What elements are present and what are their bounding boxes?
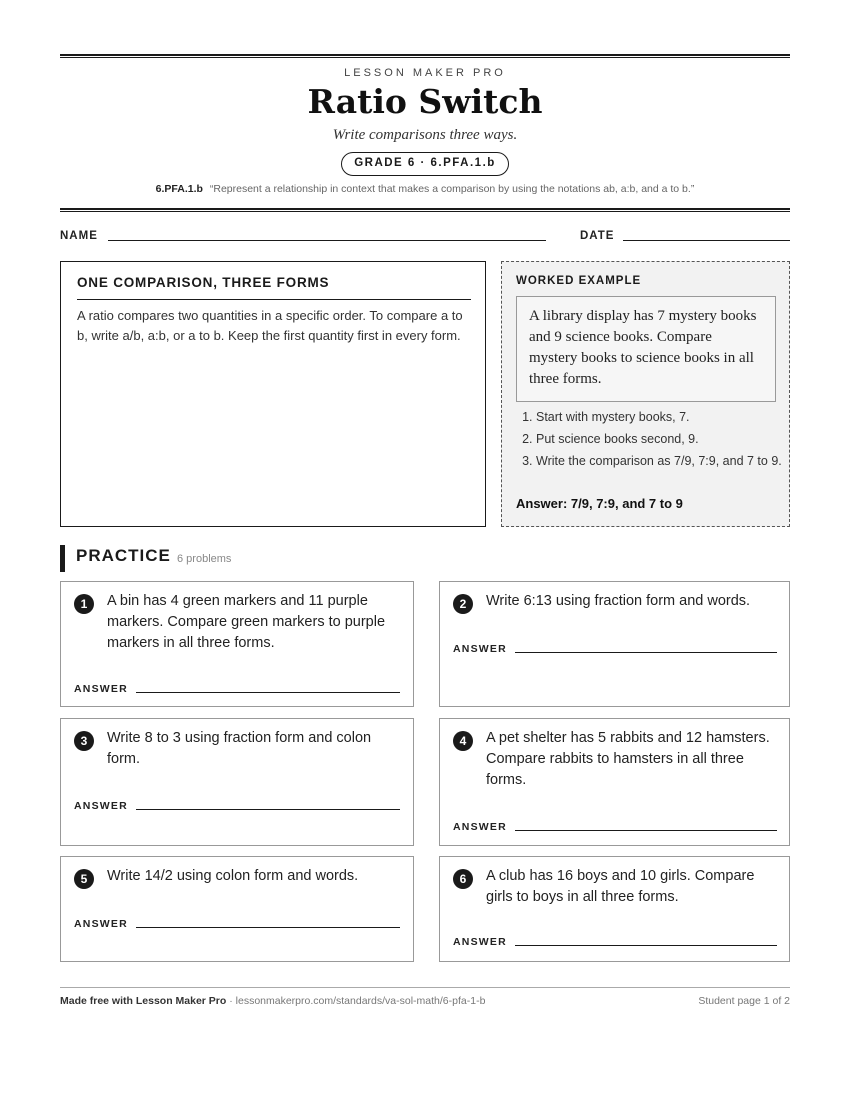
practice-problem-card bbox=[439, 581, 790, 707]
header-bottom-rule bbox=[60, 208, 790, 212]
brand-label: LESSON MAKER PRO bbox=[344, 67, 506, 79]
problem-text: A bin has 4 green markers and 11 purple markers. Compare green markers to purple markers in all three forms. bbox=[107, 593, 386, 651]
answer-line[interactable] bbox=[515, 652, 777, 653]
name-field[interactable] bbox=[108, 240, 546, 241]
practice-count: 6 problems bbox=[177, 553, 232, 565]
footer-made-with: Made free with Lesson Maker Pro bbox=[60, 995, 227, 1007]
practice-problem-card bbox=[60, 581, 414, 707]
worked-example-step: 1. Start with mystery books, 7. bbox=[536, 408, 798, 427]
answer-line[interactable] bbox=[515, 830, 777, 831]
answer-label: ANSWER bbox=[74, 800, 128, 812]
grade-badge: GRADE 6 · 6.PFA.1.b bbox=[341, 152, 509, 176]
worked-example-steps bbox=[516, 408, 798, 474]
problem-text: Write 14/2 using colon form and words. bbox=[107, 868, 359, 884]
page-indicator: Student page 1 of 2 bbox=[698, 995, 790, 1007]
footer-divider bbox=[60, 987, 790, 988]
page-subtitle: Write comparisons three ways. bbox=[332, 127, 518, 143]
practice-accent-bar bbox=[60, 545, 65, 572]
footer-credit bbox=[60, 995, 485, 1007]
problem-number-badge: 2 bbox=[453, 594, 473, 614]
practice-problem-card bbox=[439, 856, 790, 962]
footer-url[interactable]: · lessonmakerpro.com/standards/va-sol-math/6-pfa-1-b bbox=[226, 995, 486, 1007]
answer-line[interactable] bbox=[136, 692, 400, 693]
answer-label: ANSWER bbox=[453, 643, 507, 655]
standard-code: 6.PFA.1.b bbox=[155, 183, 203, 195]
concept-divider bbox=[77, 299, 471, 300]
problem-text: Write 8 to 3 using fraction form and colon form. bbox=[107, 730, 372, 767]
answer-label: ANSWER bbox=[453, 821, 507, 833]
problem-text: A pet shelter has 5 rabbits and 12 hamsters. Compare rabbits to hamsters in all three forms. bbox=[486, 730, 770, 788]
problem-number-badge: 4 bbox=[453, 731, 473, 751]
worksheet-page bbox=[60, 0, 790, 1100]
problem-number-badge: 6 bbox=[453, 869, 473, 889]
header-top-rule bbox=[60, 54, 790, 58]
worked-example-step: 3. Write the comparison as 7/9, 7:9, and 7 to 9. bbox=[536, 452, 798, 471]
worked-example-problem: A library display has 7 mystery books and 9 science books. Compare mystery books to science books in all three forms. bbox=[516, 296, 776, 402]
problem-number-badge: 5 bbox=[74, 869, 94, 889]
answer-line[interactable] bbox=[136, 809, 400, 810]
worked-example-box bbox=[501, 261, 790, 527]
problem-text: A club has 16 boys and 10 girls. Compare girls to boys in all three forms. bbox=[486, 868, 755, 905]
problem-number-badge: 1 bbox=[74, 594, 94, 614]
problem-number-badge: 3 bbox=[74, 731, 94, 751]
date-label: DATE bbox=[580, 230, 615, 242]
standard-text: “Represent a relationship in context that makes a comparison by using the notations ab, a:b, and a to b.” bbox=[209, 183, 695, 195]
answer-label: ANSWER bbox=[74, 918, 128, 930]
name-label: NAME bbox=[60, 230, 98, 242]
answer-label: ANSWER bbox=[74, 683, 128, 695]
practice-problem-card bbox=[439, 718, 790, 846]
concept-body: A ratio compares two quantities in a specific order. To compare a to b, write a/b, a:b, or a to b. Keep the first quantity first in every form. bbox=[77, 308, 463, 343]
answer-line[interactable] bbox=[136, 927, 400, 928]
concept-box bbox=[60, 261, 486, 527]
practice-problem-card bbox=[60, 718, 414, 846]
worked-example-heading: WORKED EXAMPLE bbox=[516, 275, 642, 287]
worked-example-step: 2. Put science books second, 9. bbox=[536, 430, 798, 449]
answer-label: ANSWER bbox=[453, 936, 507, 948]
problem-text: Write 6:13 using fraction form and words. bbox=[486, 593, 751, 609]
page-title: Ratio Switch bbox=[307, 82, 543, 121]
standard-description bbox=[60, 183, 790, 195]
concept-heading: ONE COMPARISON, THREE FORMS bbox=[77, 275, 330, 290]
answer-line[interactable] bbox=[515, 945, 777, 946]
worked-example-answer: Answer: 7/9, 7:9, and 7 to 9 bbox=[516, 496, 683, 511]
date-field[interactable] bbox=[623, 240, 790, 241]
practice-problem-card bbox=[60, 856, 414, 962]
practice-heading: PRACTICE bbox=[76, 546, 171, 565]
